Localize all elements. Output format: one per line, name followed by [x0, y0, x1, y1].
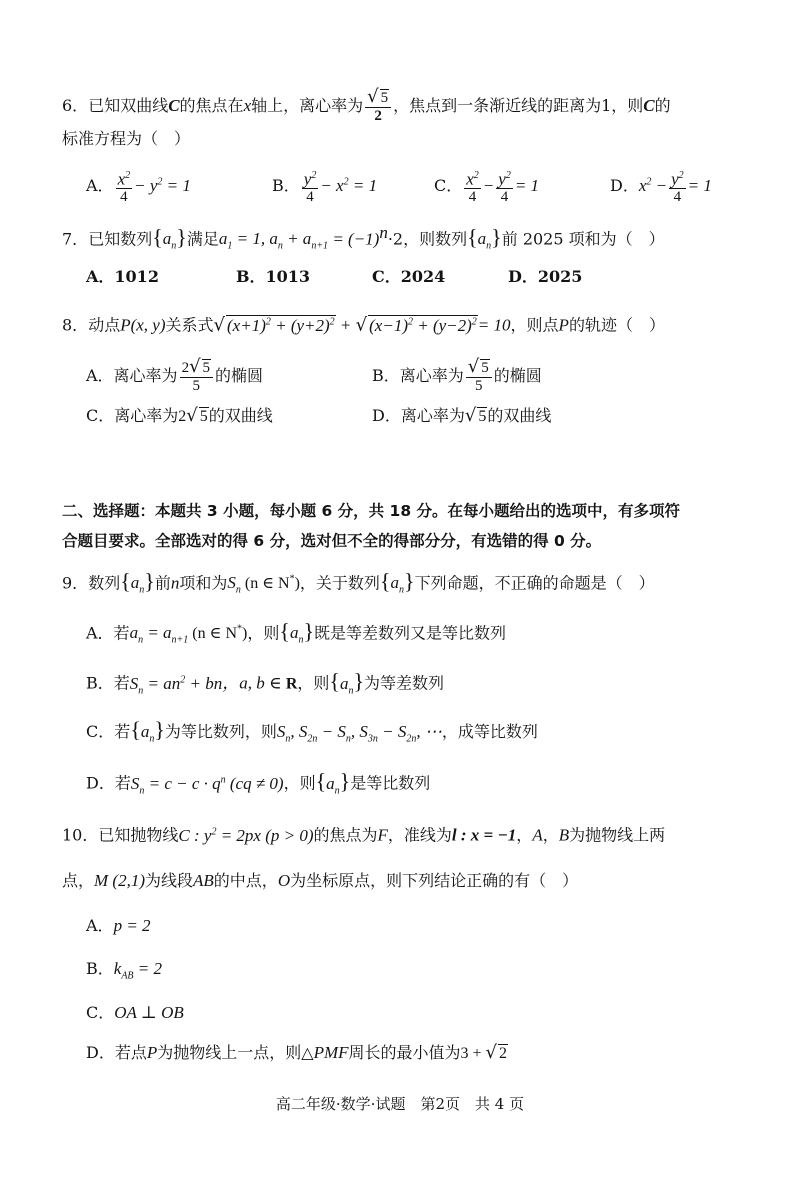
q7-option-a: A．1012: [86, 267, 159, 286]
question-10-line-2: 点，M (2,1)为线段AB的中点，O为坐标原点，则下列结论正确的有（ ）: [62, 871, 579, 890]
section-2-heading-line-2: 合题目要求。全部选对的得 6 分，选对但不全的得部分分，有选错的得 0 分。: [62, 532, 602, 550]
q7-option-c: C．2024: [372, 267, 446, 286]
q10-option-b: B．$k_{AB} = 2$: [86, 959, 163, 982]
question-7-line-1: 7．已知数列$\{a_n\}$满足$a_1 = 1$, $a_n + a_{n+1} = (-1)^n\cdot 2$，则数列$\{a_n\}$前 2025 项和为（ ）: [62, 223, 665, 252]
q9-option-c: C．若$\{a_n\}$为等比数列，则$S_n$, $S_{2n} - S_n$, $S_{3n} - S_{2n}$, ⋯，成等比数列: [86, 717, 538, 745]
question-10-line-1: 10．已知抛物线C : $y^2 = 2px$ (p > 0)的焦点为F，准线为l : x = −1，A，B为抛物线上两: [62, 825, 666, 845]
q7-option-b: B．1013: [236, 267, 311, 286]
question-6-line-1: 6．已知双曲线C的焦点在x轴上，离心率为 $\frac{√ 5}{2}$ ，焦点到一条渐近线的距离为1，则C的: [62, 86, 671, 124]
q9-option-d: D．若$S_n = c - c \cdot q^n$ (cq ≠ 0)，则$\{a_n\}$是等比数列: [86, 768, 431, 797]
q10-option-a: A．p = 2: [86, 916, 151, 935]
question-8-line-1: 8．动点P(x, y)关系式√ $(x+1)^2 + (y+2)^2$ + √ $(x-1)^2 + (y-2)^2= 10$，则点P的轨迹（ ）: [62, 314, 665, 336]
q8-option-c: C．离心率为2√ 5的双曲线: [86, 405, 273, 426]
q6-option-c: C． $\frac{x^2}{4}$ − $\frac{y^2}{4}$ = 1: [434, 167, 539, 206]
eccentricity-fraction: $\frac{√ 5}{2}$: [365, 88, 391, 125]
q6-option-b: B． $\frac{y^2}{4}$ − $x^2 = 1$: [272, 167, 377, 206]
q9-option-b: B．若$S_n = an^2$ + bn，a, b ∈ R，则$\{a_n\}$为等差数列: [86, 668, 445, 697]
q10-option-c: C．OA ⊥ OB: [86, 1003, 184, 1022]
q6-option-d: D．$x^2$ − $\frac{y^2}{4}$ = 1: [610, 167, 712, 206]
section-2-heading-line-1: 二、选择题：本题共 3 小题，每小题 6 分，共 18 分。在每小题给出的选项中，有多项符: [62, 502, 681, 520]
question-9-line-1: 9．数列$\{a_n\}$前n项和为$S_n$ (n ∈ N*)，关于数列$\{a_n\}$下列命题，不正确的命题是（ ）: [62, 568, 655, 596]
q8-option-b: B．离心率为 $\frac{√ 5}{5}$ 的椭圆: [372, 356, 542, 394]
q6-option-a: A． $\frac{x^2}{4}$ − $y^2 = 1$: [86, 167, 191, 206]
page-footer: 高二年级·数学·试题 第2页 共 4 页: [275, 1095, 525, 1113]
q10-option-d: D．若点P为抛物线上一点，则△PMF周长的最小值为3 + √ 2: [86, 1042, 508, 1063]
q7-option-d: D．2025: [508, 267, 583, 286]
question-6-line-2: 标准方程为（ ）: [62, 129, 191, 148]
q9-option-a: A．若$a_n = a_{n+1}$ (n ∈ N*)，则$\{a_n\}$既是等差数列又是等比数列: [86, 618, 507, 646]
q8-option-d: D．离心率为√ 5的双曲线: [372, 405, 552, 426]
q8-option-a: A．离心率为 $\frac{2√ 5}{5}$ 的椭圆: [86, 356, 264, 394]
